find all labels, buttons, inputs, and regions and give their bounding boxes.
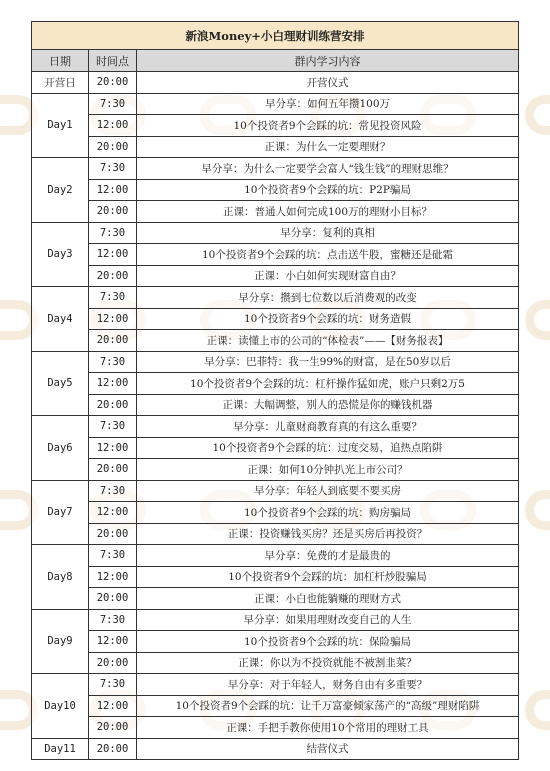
table-row: [32, 609, 519, 631]
header-day: 日期: [32, 50, 89, 72]
table-row: [32, 416, 519, 438]
table-row: [32, 394, 519, 416]
time-cell: 20:00: [89, 588, 137, 610]
table-row: [32, 201, 519, 223]
time-cell: 20:00: [89, 459, 137, 481]
table-row: [32, 674, 519, 696]
time-cell: 20:00: [89, 72, 137, 94]
table-row: [32, 652, 519, 674]
table-row: [32, 523, 519, 545]
time-cell: 7:30: [89, 351, 137, 373]
time-cell: 12:00: [89, 437, 137, 459]
content-cell: 早分享：复利的真相: [137, 222, 519, 244]
day-cell: Day1: [32, 93, 89, 158]
content-cell: 正课：大幅调整，别人的恐慌是你的赚钱机器: [137, 394, 519, 416]
table-row: [32, 437, 519, 459]
day-cell: Day6: [32, 416, 89, 481]
time-cell: 12:00: [89, 502, 137, 524]
day-cell: Day3: [32, 222, 89, 287]
time-cell: 12:00: [89, 373, 137, 395]
table-row: [32, 287, 519, 309]
table-row: [32, 480, 519, 502]
content-cell: 正课：普通人如何完成100万的理财小目标？: [137, 201, 519, 223]
page-title: 新浪Money+小白理财训练营安排: [32, 22, 519, 50]
content-cell: 早分享：儿童财商教育真的有这么重要？: [137, 416, 519, 438]
time-cell: 12:00: [89, 244, 137, 266]
content-cell: 早分享：攒到七位数以后消费观的改变: [137, 287, 519, 309]
time-cell: 12:00: [89, 631, 137, 653]
content-cell: 结营仪式: [137, 738, 519, 760]
table-row: [32, 93, 519, 115]
time-cell: 12:00: [89, 566, 137, 588]
content-cell: 正课：如何10分钟扒光上市公司？: [137, 459, 519, 481]
time-cell: 20:00: [89, 717, 137, 739]
content-cell: 早分享：如果用理财改变自己的人生: [137, 609, 519, 631]
content-cell: 10个投资者9个会踩的坑：点击送牛股，蜜糖还是砒霜: [137, 244, 519, 266]
content-cell: 正课：读懂上市的公司的“体检表”——【财务报表】: [137, 330, 519, 352]
table-row: [32, 566, 519, 588]
table-row: [32, 222, 519, 244]
schedule-document: [31, 21, 518, 760]
content-cell: 10个投资者9个会踩的坑：让千万富豪倾家荡产的“高级”理财陷阱: [137, 695, 519, 717]
time-cell: 12:00: [89, 695, 137, 717]
time-cell: 7:30: [89, 545, 137, 567]
table-row: [32, 179, 519, 201]
table-row: [32, 330, 519, 352]
time-cell: 12:00: [89, 115, 137, 137]
title-row: [32, 22, 519, 50]
content-cell: 正课：小白也能躺赚的理财方式: [137, 588, 519, 610]
content-cell: 早分享：对于年轻人，财务自由有多重要？: [137, 674, 519, 696]
table-row: [32, 265, 519, 287]
day-cell: Day8: [32, 545, 89, 610]
time-cell: 7:30: [89, 287, 137, 309]
header-time: 时间点: [89, 50, 137, 72]
table-row: [32, 373, 519, 395]
time-cell: 7:30: [89, 222, 137, 244]
content-cell: 10个投资者9个会踩的坑：常见投资风险: [137, 115, 519, 137]
table-row: [32, 115, 519, 137]
table-row: [32, 717, 519, 739]
content-cell: 早分享：巴菲特：我一生99%的财富，是在50岁以后: [137, 351, 519, 373]
content-cell: 正课：手把手教你使用10个常用的理财工具: [137, 717, 519, 739]
content-cell: 10个投资者9个会踩的坑：P2P骗局: [137, 179, 519, 201]
table-row: [32, 244, 519, 266]
content-cell: 早分享：如何五年攒100万: [137, 93, 519, 115]
time-cell: 12:00: [89, 308, 137, 330]
time-cell: 20:00: [89, 523, 137, 545]
time-cell: 7:30: [89, 674, 137, 696]
table-row: [32, 695, 519, 717]
table-row: [32, 502, 519, 524]
table-row: [32, 738, 519, 760]
table-row: [32, 588, 519, 610]
time-cell: 7:30: [89, 480, 137, 502]
table-row: [32, 308, 519, 330]
table-row: [32, 351, 519, 373]
day-cell: Day9: [32, 609, 89, 674]
time-cell: 7:30: [89, 416, 137, 438]
time-cell: 20:00: [89, 136, 137, 158]
day-cell: Day2: [32, 158, 89, 223]
table-row: [32, 158, 519, 180]
table-row: [32, 72, 519, 94]
content-cell: 10个投资者9个会踩的坑：加杠杆炒股骗局: [137, 566, 519, 588]
content-cell: 10个投资者9个会踩的坑：财务造假: [137, 308, 519, 330]
content-cell: 正课：小白如何实现财富自由？: [137, 265, 519, 287]
day-cell: 开营日: [32, 72, 89, 94]
day-cell: Day5: [32, 351, 89, 416]
content-cell: 10个投资者9个会踩的坑：杠杆操作猛如虎，账户只剩2万5: [137, 373, 519, 395]
time-cell: 7:30: [89, 158, 137, 180]
day-cell: Day4: [32, 287, 89, 352]
content-cell: 早分享：免费的才是最贵的: [137, 545, 519, 567]
table-row: [32, 459, 519, 481]
content-cell: 开营仪式: [137, 72, 519, 94]
schedule-table: [31, 21, 519, 760]
content-cell: 正课：你以为不投资就能不被割韭菜？: [137, 652, 519, 674]
content-cell: 正课：投资赚钱买房？还是买房后再投资？: [137, 523, 519, 545]
schedule-body: [32, 72, 519, 760]
content-cell: 正课：为什么一定要理财？: [137, 136, 519, 158]
time-cell: 12:00: [89, 179, 137, 201]
time-cell: 20:00: [89, 330, 137, 352]
content-cell: 10个投资者9个会踩的坑：保险骗局: [137, 631, 519, 653]
time-cell: 20:00: [89, 265, 137, 287]
time-cell: 20:00: [89, 652, 137, 674]
time-cell: 20:00: [89, 201, 137, 223]
content-cell: 10个投资者9个会踩的坑：购房骗局: [137, 502, 519, 524]
day-cell: Day7: [32, 480, 89, 545]
content-cell: 10个投资者9个会踩的坑：过度交易，追热点陷阱: [137, 437, 519, 459]
time-cell: 20:00: [89, 394, 137, 416]
header-content: 群内学习内容: [137, 50, 519, 72]
header-row: [32, 50, 519, 72]
time-cell: 20:00: [89, 738, 137, 760]
day-cell: Day11: [32, 738, 89, 760]
time-cell: 7:30: [89, 93, 137, 115]
day-cell: Day10: [32, 674, 89, 739]
content-cell: 早分享：为什么一定要学会富人“钱生钱”的理财思维？: [137, 158, 519, 180]
content-cell: 早分享：年轻人到底要不要买房: [137, 480, 519, 502]
table-row: [32, 631, 519, 653]
table-row: [32, 545, 519, 567]
table-row: [32, 136, 519, 158]
time-cell: 7:30: [89, 609, 137, 631]
